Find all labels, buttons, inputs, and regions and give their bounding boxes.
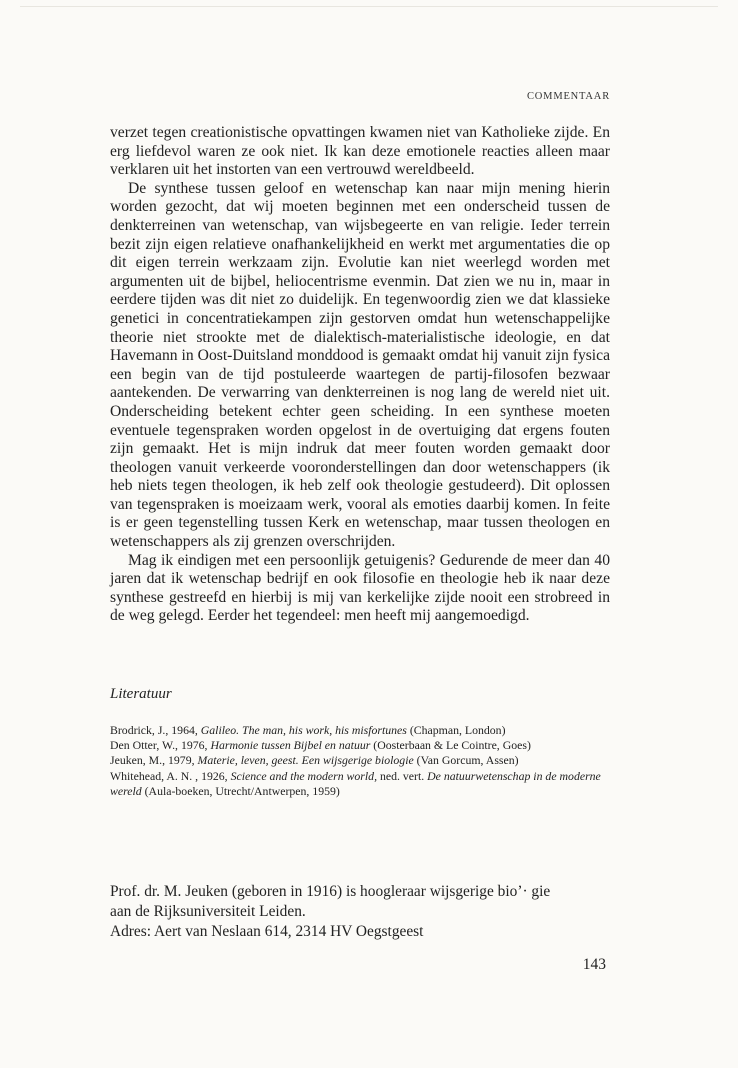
author-bio [110, 882, 610, 942]
page-number: 143 [582, 956, 606, 973]
body-paragraph: De synthese tussen geloof en wetenschap kan naar mijn mening hierin worden gezocht, dat wij moeten beginnen met een onderscheid tussen de denkterreinen van wetenschap, van wijsbegeerte en van religie. Ieder terrein bezit zijn eigen relatieve onafhankelijkheid en werkt met argumentaties die op dit eigen terrein werkzaam zijn. Evolutie kan niet weerlegd worden met argumenten uit de bijbel, heliocentrisme evenmin. Dat zien we nu in, maar in eerdere tijden was dit niet zo duidelijk. En tegenwoordig zien we dat klassieke genetici in concentratiekampen zijn gestorven omdat hun wetenschappelijke theorie niet strookte met de dialektisch-materialistische ideologie, en dat Havemann in Oost-Duitsland monddood is gemaakt omdat hij vanuit zijn fysica een begin van de tijd postuleerde waartegen de partij-filosofen bezwaar aantekenden. De verwarring van denkterreinen is nog lang de wereld niet uit. Onderscheiding betekent echter geen scheiding. In een synthese moeten eventuele tegenspraken worden opgelost in de overtuiging dat ergens fouten zijn gemaakt. Het is mijn indruk dat meer fouten worden gemaakt door theologen vanuit verkeerde vooronderstellingen dan door wetenschappers (ik heb niets tegen theologen, ik heb zelf ook theologie gestudeerd). Dit oplossen van tegenspraken is moeizaam werk, vooral als emoties daarbij komen. In feite is er geen tegenstelling tussen Kerk en wetenschap, maar tussen theologen en wetenschappers als zij grenzen overschrijden. [110, 179, 610, 551]
running-head: COMMENTAAR [527, 91, 610, 102]
reference-item: Whitehead, A. N. , 1926, Science and the modern world, ned. vert. De natuurwetenschap in de moderne wereld (Aula-boeken, Utrecht/Antwerpen, 1959) [110, 768, 601, 798]
body-paragraph: verzet tegen creationistische opvattingen kwamen niet van Katholieke zijde. En erg liefdevol waren ze ook niet. Ik kan deze emotionele reacties alleen maar verklaren uit het instorten van een vertrouwd wereldbeeld. [110, 124, 610, 179]
address-line: Adres: Aert van Neslaan 614, 2314 HV Oegstgeest [110, 923, 424, 940]
literature-heading: Literatuur [110, 686, 172, 702]
body-paragraph: Mag ik eindigen met een persoonlijk getuigenis? Gedurende de meer dan 40 jaren dat ik wetenschap bedrijf en ook filosofie en theologie heb ik naar deze synthese gestreefd en hierbij is mij van kerkelijke zijde nooit een strobreed in de weg gelegd. Eerder het tegendeel: men heeft mij aangemoedigd. [110, 551, 610, 625]
page-edge-line [20, 6, 718, 7]
reference-item: Brodrick, J., 1964, Galileo. The man, his work, his misfortunes (Chapman, London) [110, 723, 506, 737]
bio-line: aan de Rijksuniversiteit Leiden. [110, 903, 306, 920]
reference-item: Den Otter, W., 1976, Harmonie tussen Bijbel en natuur (Oosterbaan & Le Cointre, Goes) [110, 738, 531, 753]
reference-list [110, 723, 610, 799]
bio-line: Prof. dr. M. Jeuken (geboren in 1916) is hoogleraar wijsgerige bio’· gie [110, 883, 551, 900]
article-body [110, 124, 610, 626]
reference-item: Jeuken, M., 1979, Materie, leven, geest. Een wijsgerige biologie (Van Gorcum, Assen) [110, 753, 519, 768]
